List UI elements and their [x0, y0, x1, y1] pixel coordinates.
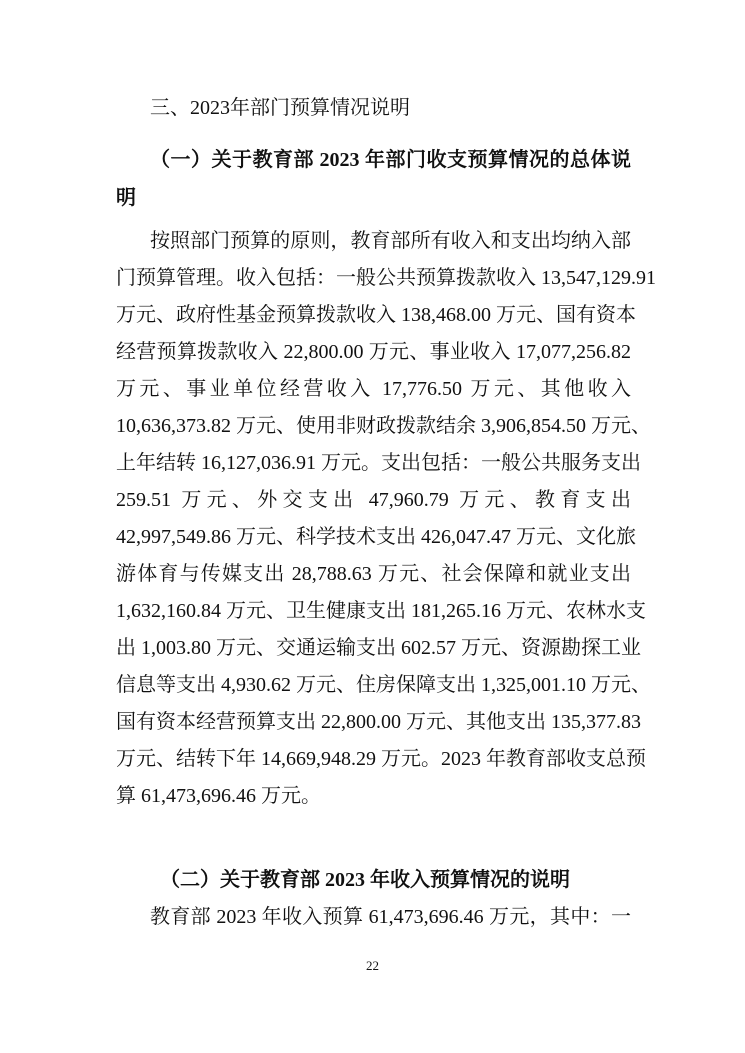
body-text-line: 门预算管理。收入包括：一般公共预算拨款收入 13,547,129.91 [116, 267, 656, 289]
body-text-line: 万元、结转下年 14,669,948.29 万元。2023 年教育部收支总预 [116, 748, 646, 770]
body-text-line: 259.51 万元、外交支出 47,960.79 万元、教育支出 [116, 489, 631, 511]
body-text-line: 算 61,473,696.46 万元。 [116, 785, 321, 807]
body-text-line: 上年结转 16,127,036.91 万元。支出包括：一般公共服务支出 [116, 452, 641, 474]
body-text-line: 经营预算拨款收入 22,800.00 万元、事业收入 17,077,256.82 [116, 341, 631, 363]
body-text-line: 1,632,160.84 万元、卫生健康支出 181,265.16 万元、农林水支 [116, 600, 646, 622]
body-text-line: 信息等支出 4,930.62 万元、住房保障支出 1,325,001.10 万元、 [116, 674, 651, 696]
section-title: 三、2023年部门预算情况说明 [150, 97, 410, 119]
body-text-line: 出 1,003.80 万元、交通运输支出 602.57 万元、资源勘探工业 [116, 637, 641, 659]
subsection-1-heading-line-1: （一）关于教育部 2023 年部门收支预算情况的总体说 [150, 149, 631, 171]
subsection-2-body-line: 教育部 2023 年收入预算 61,473,696.46 万元，其中：一 [150, 906, 631, 928]
body-text-line: 10,636,373.82 万元、使用非财政拨款结余 3,906,854.50 万元、 [116, 415, 651, 437]
subsection-1-heading-line-2: 明 [116, 187, 136, 209]
body-text-line: 万元、事业单位经营收入 17,776.50 万元、其他收入 [116, 378, 631, 400]
body-text-line: 按照部门预算的原则，教育部所有收入和支出均纳入部 [150, 230, 631, 252]
body-text-line: 万元、政府性基金预算拨款收入 138,468.00 万元、国有资本 [116, 304, 636, 326]
body-text-line: 游体育与传媒支出 28,788.63 万元、社会保障和就业支出 [116, 563, 631, 585]
page-number: 22 [366, 958, 379, 973]
body-text-line: 国有资本经营预算支出 22,800.00 万元、其他支出 135,377.83 [116, 711, 641, 733]
body-text-line: 42,997,549.86 万元、科学技术支出 426,047.47 万元、文化旅 [116, 526, 636, 548]
subsection-2-heading: （二）关于教育部 2023 年收入预算情况的说明 [160, 869, 570, 891]
